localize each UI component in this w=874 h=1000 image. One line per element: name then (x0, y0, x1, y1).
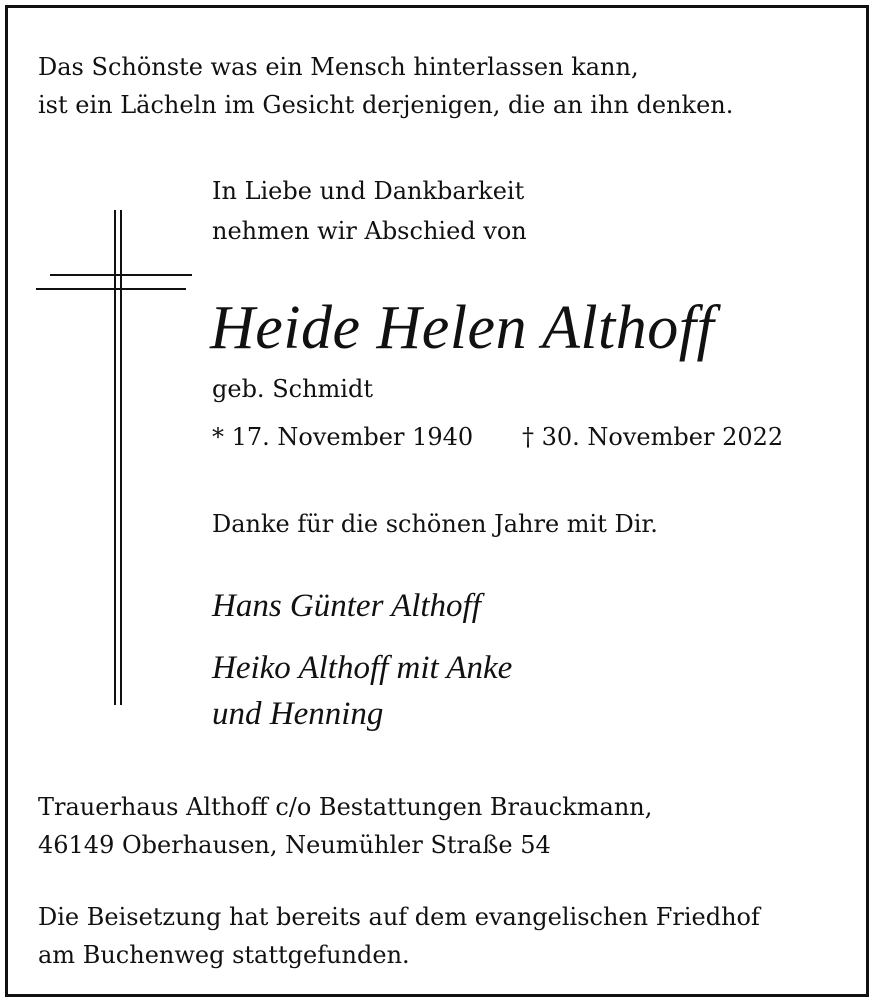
motto-line-1: Das Schönste was ein Mensch hinterlassen kann, (38, 53, 639, 81)
birth-date: * 17. November 1940 (212, 423, 474, 451)
cross-icon (36, 210, 196, 710)
intro-line-2: nehmen wir Abschied von (212, 217, 527, 245)
burial-line-1: Die Beisetzung hat bereits auf dem evangelischen Friedhof (38, 903, 760, 931)
deceased-name: Heide Helen Althoff (210, 294, 715, 362)
address-line-2: 46149 Oberhausen, Neumühler Straße 54 (38, 831, 551, 859)
family-line-2: Heiko Althoff mit Anke (212, 650, 513, 686)
address-line-1: Trauerhaus Althoff c/o Bestattungen Brauckmann, (38, 793, 653, 821)
death-date: † 30. November 2022 (522, 423, 784, 451)
maiden-name: geb. Schmidt (212, 375, 373, 403)
family-line-1: Hans Günter Althoff (212, 588, 481, 624)
thanks-line: Danke für die schönen Jahre mit Dir. (212, 510, 658, 538)
burial-line-2: am Buchenweg stattgefunden. (38, 941, 410, 969)
motto-line-2: ist ein Lächeln im Gesicht derjenigen, die an ihn denken. (38, 91, 734, 119)
family-line-3: und Henning (212, 696, 384, 732)
intro-line-1: In Liebe und Dankbarkeit (212, 177, 525, 205)
